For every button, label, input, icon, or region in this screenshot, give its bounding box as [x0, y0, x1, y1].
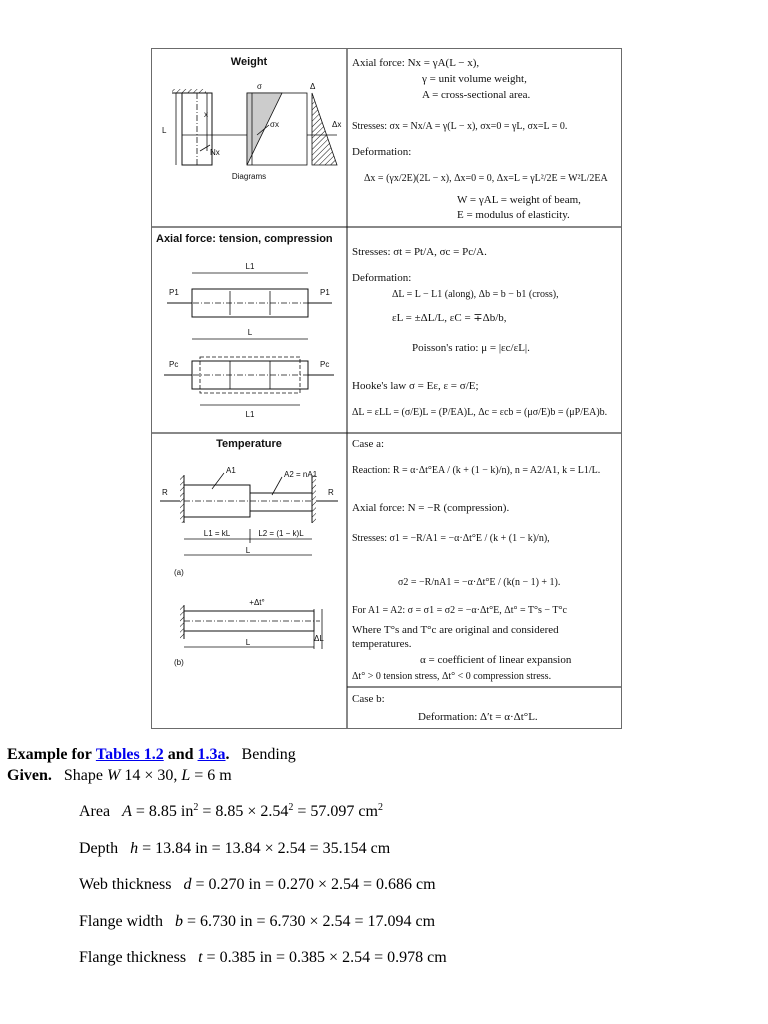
tables-1-2-link[interactable]: Tables 1.2: [95, 746, 164, 763]
axial-label-L1-bottom: L1: [245, 410, 255, 419]
property-flange-thickness: [79, 948, 447, 968]
property-var: d: [183, 876, 192, 893]
temp-label-L2: L2 = (1 − k)L: [258, 529, 304, 538]
axial-deformation-title: Deformation:: [352, 272, 412, 284]
temp-label-a: (a): [174, 568, 184, 577]
temp-label-L-a: L: [245, 546, 251, 555]
example-prefix: Example for: [7, 746, 92, 763]
axial-label-P1-left: P1: [169, 288, 179, 297]
weight-label-sigma: σ: [257, 82, 262, 91]
temp-where: Where T°s and T°c are original and considered: [352, 624, 559, 636]
temp-sign: Δt° > 0 tension stress, Δt° < 0 compression stress.: [352, 671, 552, 682]
weight-label-delta: Δ: [310, 82, 316, 91]
property-name: Area: [79, 803, 111, 820]
weight-deformation: Δx = (γx/2E)(2L − x), Δx=0 = 0, Δx=L = γL²/2E = W²L/2EA: [364, 173, 608, 184]
weight-label-delta-x: Δx: [332, 120, 342, 129]
example-heading: [7, 745, 296, 765]
weight-area-def: A = cross-sectional area.: [422, 89, 531, 101]
property-value-pre: = 8.85 in: [135, 803, 194, 820]
given-L-var: L: [181, 767, 191, 784]
example-period: .: [225, 746, 230, 763]
temp-label-L-b: L: [245, 638, 251, 647]
table-1-3a-link[interactable]: 1.3a: [197, 746, 226, 763]
weight-label-x: x: [204, 110, 208, 119]
weight-axial-force: Axial force: Nx = γA(L − x),: [352, 57, 480, 69]
given-L-value: = 6 m: [194, 767, 232, 784]
property-value-mid: = 8.85 × 2.54: [198, 803, 289, 820]
temp-alpha: α = coefficient of linear expansion: [420, 654, 572, 666]
axial-label-L1-top: L1: [245, 262, 255, 271]
weight-gamma-def: γ = unit volume weight,: [422, 73, 527, 85]
property-var: A: [122, 803, 132, 820]
formula-table-figure: [151, 48, 622, 729]
given-shape-W: W: [107, 767, 121, 784]
weight-E-def: E = modulus of elasticity.: [457, 209, 570, 221]
property-value-post: = 57.097 cm: [293, 803, 378, 820]
weight-label-sigma-x: σx: [270, 120, 279, 129]
temperature-diagram-b: [174, 598, 324, 667]
weight-deformation-title: Deformation:: [352, 146, 412, 158]
axial-hooke: Hooke's law σ = Eε, ε = σ/E;: [352, 380, 479, 392]
axial-diagram: [164, 262, 334, 419]
temperature-diagram-a: [160, 466, 338, 577]
property-value: = 0.270 in = 0.270 × 2.54 = 0.686 cm: [195, 876, 436, 893]
formula-table-svg: [152, 49, 621, 728]
property-value: = 13.84 in = 13.84 × 2.54 = 35.154 cm: [142, 840, 391, 857]
temp-deformation-b: Deformation: Δ′t = α·Δt°L.: [418, 711, 538, 723]
weight-diagram: [162, 82, 341, 181]
temp-label-dL: ΔL: [314, 634, 324, 643]
temp-stress-2: σ2 = −R/nA1 = −α·Δt°E / (k(n − 1) + 1).: [398, 577, 561, 588]
axial-heading: Axial force: tension, compression: [156, 233, 333, 245]
property-sup: 2: [193, 802, 199, 813]
weight-diagram-caption: Diagrams: [231, 172, 267, 181]
property-flange-width: [79, 912, 435, 932]
example-topic: Bending: [241, 746, 296, 763]
temp-label-A2: A2 = nA1: [284, 470, 318, 479]
property-area: [79, 802, 383, 822]
given-shape-size: 14 × 30,: [124, 767, 178, 784]
temp-reaction: Reaction: R = α·Δt°EA / (k + (1 − k)/n), n = A2/A1, k = L1/L.: [352, 465, 601, 476]
temp-label-dt: +Δt°: [249, 598, 265, 607]
weight-label-L: L: [162, 126, 167, 135]
temp-case-b: Case b:: [352, 693, 385, 705]
temp-label-L1: L1 = kL: [203, 529, 231, 538]
given-label: Given.: [7, 767, 52, 784]
property-sup: 2: [377, 802, 383, 813]
axial-label-Pc-right: Pc: [320, 360, 330, 369]
weight-stresses: Stresses: σx = Nx/A = γ(L − x), σx=0 = γL, σx=L = 0.: [352, 121, 568, 132]
property-value: = 0.385 in = 0.385 × 2.54 = 0.978 cm: [206, 949, 447, 966]
axial-label-P1-right: P1: [320, 288, 330, 297]
temp-equal-area: For A1 = A2: σ = σ1 = σ2 = −α·Δt°E, Δt° = T°s − T°c: [352, 605, 567, 616]
axial-poisson: Poisson's ratio: μ = |εc/εL|.: [412, 342, 530, 354]
property-var: b: [175, 913, 183, 930]
property-name: Flange thickness: [79, 949, 187, 966]
temp-temperatures: temperatures.: [352, 638, 412, 650]
axial-label-Pc-left: Pc: [169, 360, 179, 369]
property-name: Flange width: [79, 913, 163, 930]
weight-heading: Weight: [230, 56, 268, 68]
property-sup: 2: [288, 802, 294, 813]
given-shape-word: Shape: [63, 767, 103, 784]
temperature-heading: Temperature: [216, 438, 282, 450]
weight-W-def: W = γAL = weight of beam,: [457, 194, 581, 206]
axial-label-L: L: [247, 328, 253, 337]
property-web-thickness: [79, 875, 436, 895]
property-var: t: [198, 949, 203, 966]
property-name: Depth: [79, 840, 119, 857]
temp-case-a: Case a:: [352, 438, 385, 450]
temp-label-R-right: R: [328, 488, 334, 497]
example-and: and: [167, 746, 194, 763]
temp-axial-force: Axial force: N = −R (compression).: [352, 502, 510, 514]
temp-stress-1: Stresses: σ1 = −R/A1 = −α·Δt°E / (k + (1 − k)/n),: [352, 533, 550, 544]
property-depth: [79, 839, 390, 859]
temp-label-R-left: R: [162, 488, 168, 497]
axial-stresses: Stresses: σt = Pt/A, σc = Pc/A.: [352, 246, 487, 258]
weight-label-N-x: Nx: [210, 148, 220, 157]
property-value: = 6.730 in = 6.730 × 2.54 = 17.094 cm: [187, 913, 436, 930]
axial-delta-line: ΔL = L − L1 (along), Δb = b − b1 (cross),: [392, 289, 559, 300]
temp-label-b: (b): [174, 658, 184, 667]
axial-deltas: ΔL = εLL = (σ/E)L = (P/EA)L, Δc = εcb = (μσ/E)b = (μP/EA)b.: [352, 407, 608, 418]
axial-strain-line: εL = ±ΔL/L, εC = ∓Δb/b,: [392, 312, 507, 324]
given-line: [7, 766, 232, 786]
property-var: h: [130, 840, 139, 857]
temp-label-A1: A1: [226, 466, 236, 475]
property-name: Web thickness: [79, 876, 172, 893]
